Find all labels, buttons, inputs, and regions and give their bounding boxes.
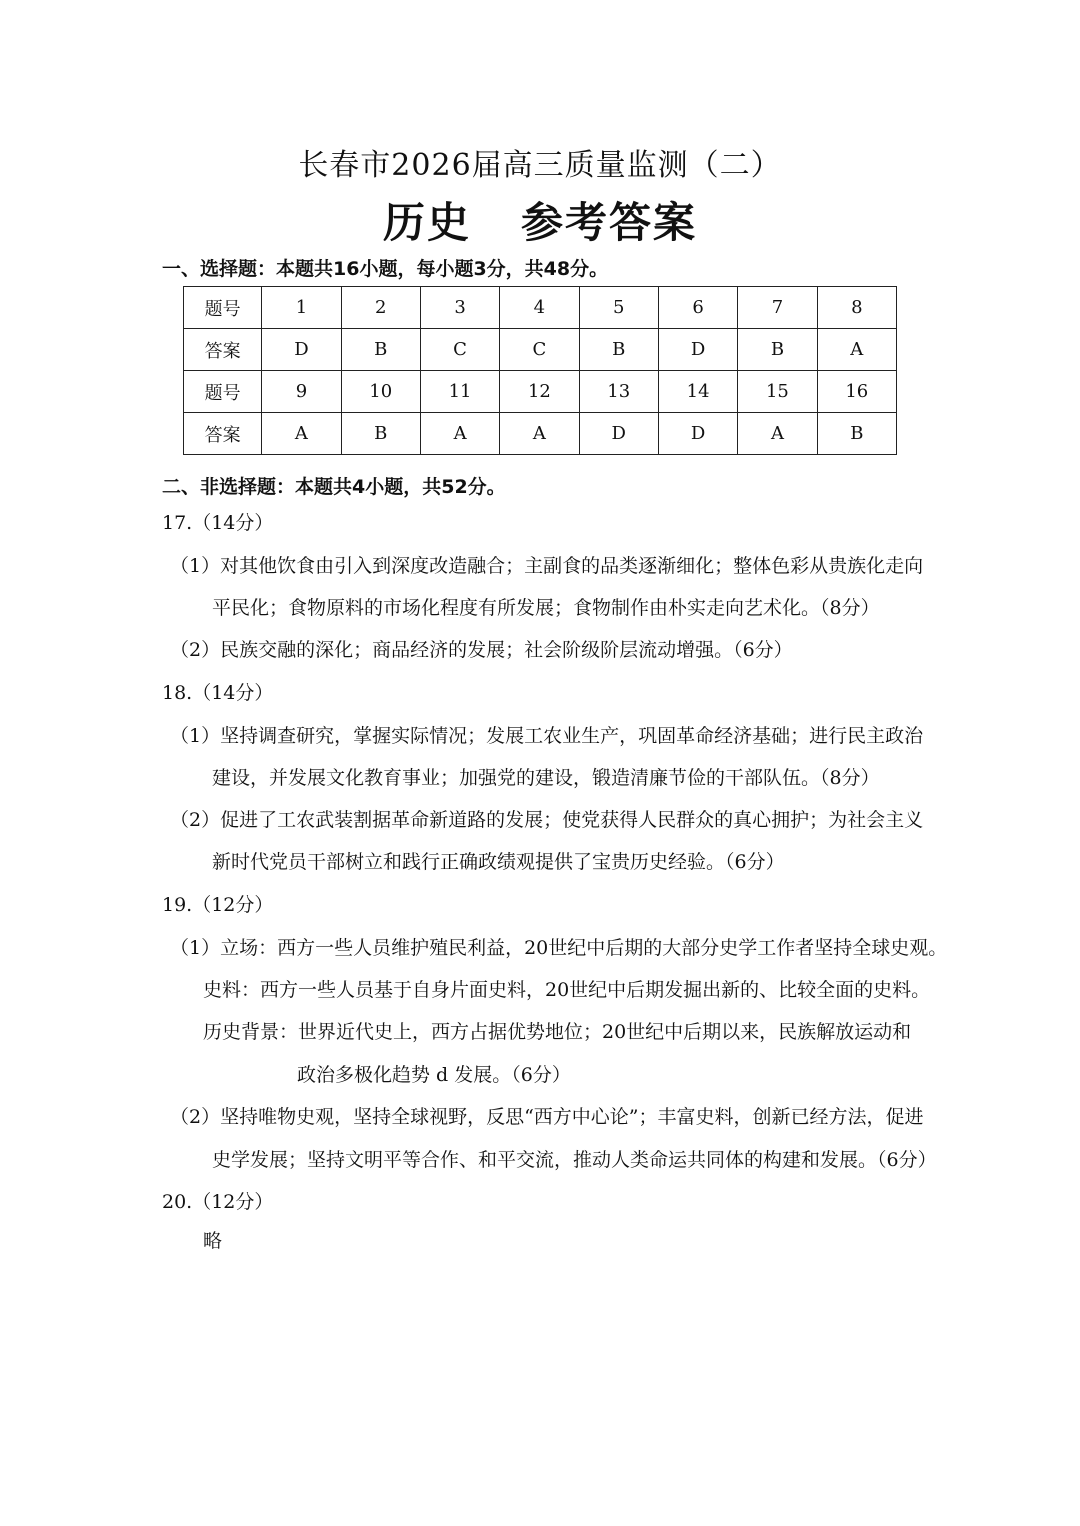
table-cell: D (658, 413, 737, 455)
q17-part2-line1: （2）民族交融的深化；商品经济的发展；社会阶级阶层流动增强。（6分） (170, 639, 793, 661)
q17-title: 17.（14分） (162, 512, 274, 534)
table-cell: 10 (341, 371, 420, 413)
table-cell: 16 (817, 371, 896, 413)
table-row (184, 371, 897, 413)
table-cell: 2 (341, 287, 420, 329)
table-cell: D (262, 329, 341, 371)
table-cell: 14 (658, 371, 737, 413)
table-cell: 9 (262, 371, 341, 413)
table-cell: 6 (658, 287, 737, 329)
table-cell: B (341, 413, 420, 455)
q19-part2-line1: （2）坚持唯物史观，坚持全球视野，反思“西方中心论”；丰富史料，创新已经方法，促进 (170, 1106, 924, 1128)
table-cell: A (738, 413, 817, 455)
q19-part1-line2: 史料：西方一些人员基于自身片面史料，20世纪中后期发掘出新的、比较全面的史料。 (203, 979, 931, 1001)
table-cell: 7 (738, 287, 817, 329)
answer-table (183, 286, 897, 455)
table-row (184, 287, 897, 329)
number-label: 题号 (184, 371, 262, 413)
table-cell: B (738, 329, 817, 371)
table-cell: 15 (738, 371, 817, 413)
table-cell: 8 (817, 287, 896, 329)
q19-part2-line2: 史学发展；坚持文明平等合作、和平交流，推动人类命运共同体的构建和发展。（6分） (212, 1149, 937, 1171)
section2-heading: 二、非选择题：本题共4小题，共52分。 (162, 476, 506, 498)
subject-label: 历史 (382, 198, 471, 247)
q19-part1-line4: 政治多极化趋势 d 发展。（6分） (297, 1064, 571, 1086)
q17-part1-line1: （1）对其他饮食由引入到深度改造融合；主副食的品类逐渐细化；整体色彩从贵族化走向 (170, 555, 924, 577)
table-cell: A (262, 413, 341, 455)
q18-part2-line1: （2）促进了工农武装割据革命新道路的发展；使党获得人民群众的真心拥护；为社会主义 (170, 809, 924, 831)
table-row (184, 413, 897, 455)
answer-label: 答案 (184, 413, 262, 455)
q17-part1-line2: 平民化；食物原料的市场化程度有所发展；食物制作由朴实走向艺术化。（8分） (212, 597, 880, 619)
table-cell: D (579, 413, 658, 455)
table-cell: A (817, 329, 896, 371)
q18-title: 18.（14分） (162, 682, 274, 704)
q19-title: 19.（12分） (162, 894, 274, 916)
page-subtitle (0, 190, 1080, 250)
table-cell: 5 (579, 287, 658, 329)
page-title: 长春市2026届高三质量监测（二） (298, 148, 782, 183)
q20-title: 20.（12分） (162, 1191, 274, 1213)
table-cell: 12 (500, 371, 579, 413)
answer-label: 答案 (184, 329, 262, 371)
table-cell: B (579, 329, 658, 371)
q19-part1-line1: （1）立场：西方一些人员维护殖民利益，20世纪中后期的大部分史学工作者坚持全球史观。 (170, 937, 948, 959)
q18-part2-line2: 新时代党员干部树立和践行正确政绩观提供了宝贵历史经验。（6分） (212, 851, 785, 873)
table-cell: 4 (500, 287, 579, 329)
table-cell: A (500, 413, 579, 455)
table-cell: 3 (420, 287, 499, 329)
table-cell: A (420, 413, 499, 455)
q20-answer: 略 (203, 1230, 223, 1252)
table-row (184, 329, 897, 371)
table-cell: 1 (262, 287, 341, 329)
table-cell: 11 (420, 371, 499, 413)
section1-heading: 一、选择题：本题共16小题，每小题3分，共48分。 (162, 258, 609, 280)
q18-part1-line1: （1）坚持调查研究，掌握实际情况；发展工农业生产，巩固革命经济基础；进行民主政治 (170, 725, 924, 747)
table-cell: C (420, 329, 499, 371)
table-cell: D (658, 329, 737, 371)
table-cell: B (341, 329, 420, 371)
number-label: 题号 (184, 287, 262, 329)
q19-part1-line3: 历史背景：世界近代史上，西方占据优势地位；20世纪中后期以来，民族解放运动和 (203, 1021, 912, 1043)
q18-part1-line2: 建设，并发展文化教育事业；加强党的建设，锻造清廉节俭的干部队伍。（8分） (212, 767, 880, 789)
table-cell: C (500, 329, 579, 371)
answer-key-label: 参考答案 (521, 198, 698, 247)
table-cell: B (817, 413, 896, 455)
table-cell: 13 (579, 371, 658, 413)
